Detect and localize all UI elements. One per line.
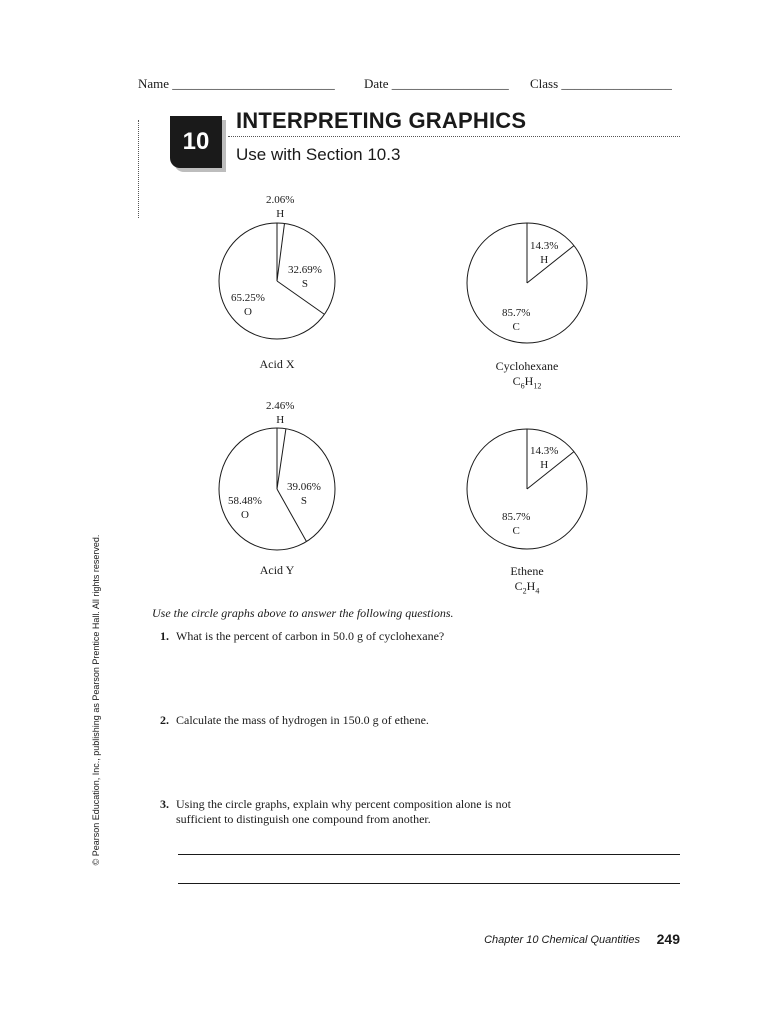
pie-slice-boundary-s <box>277 223 284 281</box>
chapter-number-badge: 10 <box>170 116 222 168</box>
page-number: 249 <box>656 931 680 947</box>
question-1 <box>160 629 444 644</box>
slice-label-o: 58.48% O <box>228 495 262 521</box>
class-label: Class <box>530 76 559 91</box>
question-number: 3. <box>160 797 169 811</box>
question-text: What is the percent of carbon in 50.0 g of cyclohexane? <box>176 629 445 643</box>
question-3 <box>160 797 511 827</box>
pie-caption: Ethene $C_2H_4$ <box>467 564 587 598</box>
slice-label-h: 14.3% H <box>530 445 559 471</box>
pie-caption: Acid Y <box>259 563 295 577</box>
slice-label-o: 65.25% O <box>231 292 265 318</box>
slice-label-c: 85.7% C <box>502 307 531 333</box>
slice-label-s: 39.06% S <box>287 481 321 507</box>
question-2 <box>160 713 429 728</box>
date-field[interactable] <box>364 76 509 92</box>
name-label: Name <box>138 76 170 91</box>
slice-label-c: 85.7% C <box>502 511 531 537</box>
slice-label-s: 32.69% S <box>288 264 322 290</box>
class-blank[interactable]: _________________ <box>561 76 672 91</box>
slice-label-h: 14.3% H <box>530 240 559 266</box>
footer-chapter: Chapter 10 Chemical Quantities <box>484 934 640 946</box>
question-number: 2. <box>160 713 169 727</box>
question-text: Using the circle graphs, explain why percent composition alone is not sufficient to distinguish one compound from another. <box>176 797 511 826</box>
chemical-formula: $C_6H_{12}$ <box>512 374 542 391</box>
heading-rule <box>228 136 680 137</box>
name-blank[interactable]: _________________________ <box>172 76 335 91</box>
question-number: 1. <box>160 629 169 643</box>
answer-line[interactable] <box>178 854 680 855</box>
question-text: Calculate the mass of hydrogen in 150.0 g of ethene. <box>176 713 429 727</box>
heading-side-rule <box>138 120 139 218</box>
chemical-formula: $C_2H_4$ <box>514 579 540 596</box>
instructions: Use the circle graphs above to answer the following questions. <box>152 606 454 620</box>
slice-label-h: 2.46% H <box>266 400 295 426</box>
copyright-notice: © Pearson Education, Inc., publishing as Pearson Prentice Hall. All rights reserved. <box>91 534 101 866</box>
slice-label-h: 2.06% H <box>266 194 295 220</box>
pie-caption: Acid X <box>259 357 295 371</box>
class-field[interactable] <box>530 76 672 92</box>
page-title: INTERPRETING GRAPHICS <box>236 108 527 133</box>
page-subtitle: Use with Section 10.3 <box>236 145 401 164</box>
name-field[interactable] <box>138 76 335 92</box>
pie-slice-boundary-s <box>277 429 286 489</box>
date-label: Date <box>364 76 389 91</box>
date-blank[interactable]: __________________ <box>391 76 509 91</box>
answer-line[interactable] <box>178 883 680 884</box>
pie-caption: Cyclohexane $C_6H_{12}$ <box>467 359 587 393</box>
